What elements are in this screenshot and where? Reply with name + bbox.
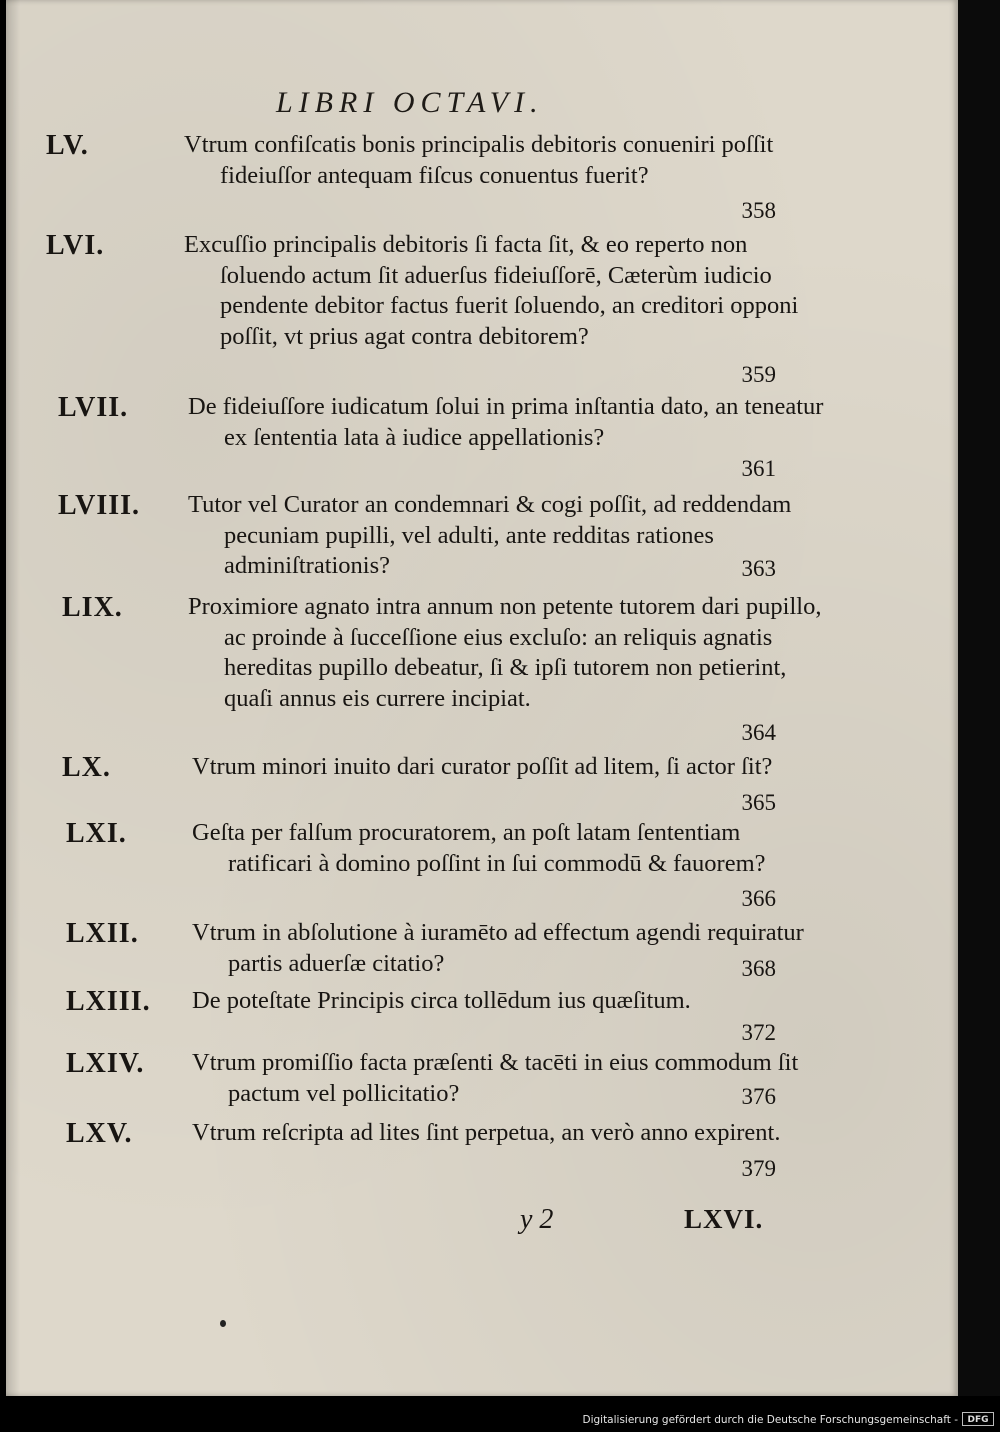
entry-numeral: LXIII. bbox=[66, 986, 151, 1017]
entry-page-number: 363 bbox=[741, 556, 776, 581]
entry-numeral: LXI. bbox=[66, 818, 127, 849]
entry-numeral: LXII. bbox=[66, 918, 139, 949]
entry-numeral: LV. bbox=[46, 130, 89, 161]
entry-text: Geſta per falſum procuratorem, an poſt latam ſententiam ratificari à domino poſſint in ſui commodū & fauorem? bbox=[192, 819, 766, 877]
entry-text: Vtrum minori inuito dari curator poſſit ad litem, ſi actor ſit? bbox=[192, 753, 773, 780]
ink-speck bbox=[220, 1320, 226, 1327]
entry-text: Tutor vel Curator an condemnari & cogi poſſit, ad reddendam pecuniam pupilli, vel adulti, ante redditas rationes adminiſtrationis? bbox=[188, 491, 792, 579]
entry-page-number: 359 bbox=[741, 362, 776, 387]
entry-page-number: 379 bbox=[741, 1156, 776, 1181]
entry-page-number: 361 bbox=[741, 456, 776, 481]
book-page bbox=[6, 0, 958, 1396]
entry-numeral: LXV. bbox=[66, 1118, 133, 1149]
entry-text: Vtrum promiſſio facta præſenti & tacēti in eius commodum ſit pactum vel pollicitatio? bbox=[192, 1049, 799, 1107]
credit-text: Digitalisierung gefördert durch die Deutsche Forschungsgemeinschaft - bbox=[582, 1414, 958, 1426]
catchword: LXVI. bbox=[684, 1204, 764, 1234]
entry-text: Excuſſio principalis debitoris ſi facta ſit, & eo reperto non ſoluendo actum ſit aduerſus fideiuſſorē, Cæterùm iudicio pendente debitor factus fuerit ſoluendo, an creditori opponi poſſit, vt prius agat contra debitorem? bbox=[184, 231, 799, 350]
entry-numeral: LX. bbox=[62, 752, 111, 783]
entry-page-number: 358 bbox=[741, 198, 776, 223]
entry-text: Vtrum in abſolutione à iuramēto ad effectum agendi requiratur partis aduerſæ citatio? bbox=[192, 919, 804, 977]
entry-page-number: 365 bbox=[741, 790, 776, 815]
entry-page-number: 368 bbox=[741, 956, 776, 981]
dfg-logo-icon: DFG bbox=[962, 1412, 994, 1426]
entry-numeral: LVIII. bbox=[58, 490, 141, 521]
entry-numeral: LIX. bbox=[62, 592, 123, 623]
entry-text: De poteſtate Principis circa tollēdum ius quæſitum. bbox=[192, 987, 691, 1014]
scan-edge bbox=[958, 0, 1000, 1396]
signature-mark: y 2 bbox=[520, 1204, 554, 1235]
entry-numeral: LVI. bbox=[46, 230, 105, 261]
entry-page-number: 372 bbox=[741, 1020, 776, 1045]
credit-bar bbox=[0, 1396, 1000, 1432]
entry-numeral: LXIV. bbox=[66, 1048, 145, 1079]
running-head: LIBRI OCTAVI. bbox=[276, 86, 544, 119]
entry-page-number: 366 bbox=[741, 886, 776, 911]
entry-text: De fideiuſſore iudicatum ſolui in prima inſtantia dato, an teneatur ex ſententia lata à iudice appellationis? bbox=[188, 393, 824, 451]
entry-page-number: 364 bbox=[741, 720, 776, 745]
entry-numeral: LVII. bbox=[58, 392, 129, 423]
entry-text: Proximiore agnato intra annum non petente tutorem dari pupillo, ac proinde à ſucceſſione eius excluſo: an reliquis agnatis hereditas pupillo debeatur, ſi & ipſi tutorem non petierint, quaſi annus eis currere incipiat. bbox=[188, 593, 822, 712]
entry-page-number: 376 bbox=[741, 1084, 776, 1109]
entry-text: Vtrum confiſcatis bonis principalis debitoris conueniri poſſit fideiuſſor antequam fiſcus conuentus fuerit? bbox=[184, 131, 774, 189]
entry-text: Vtrum reſcripta ad lites ſint perpetua, an verò anno expirent. bbox=[192, 1119, 781, 1146]
